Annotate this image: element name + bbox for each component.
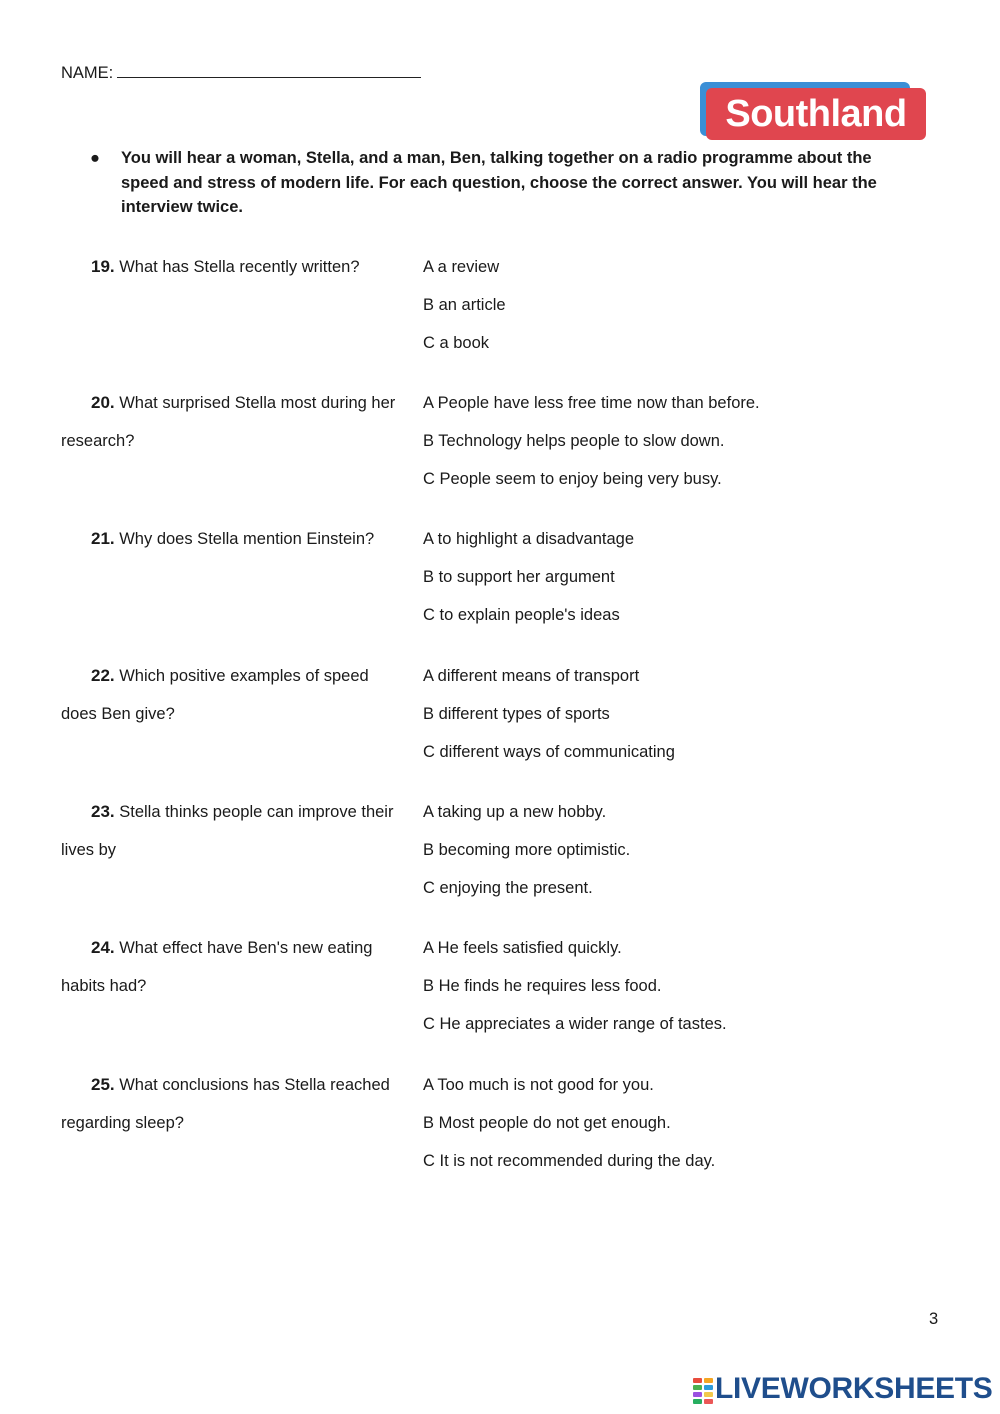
- options-list: [423, 657, 923, 771]
- option-b[interactable]: B different types of sports: [423, 705, 610, 723]
- question-text: [61, 520, 396, 558]
- question-number: 20.: [91, 393, 115, 412]
- liveworksheets-logo: [693, 1373, 993, 1407]
- question-text: [61, 248, 396, 286]
- southland-logo: [700, 82, 934, 148]
- options-list: [423, 520, 923, 634]
- question-prompt: What effect have Ben's new eating habits had?: [61, 939, 373, 995]
- question-prompt: What conclusions has Stella reached regarding sleep?: [61, 1076, 390, 1132]
- question-text: [61, 793, 396, 869]
- question-prompt: What has Stella recently written?: [119, 258, 360, 276]
- option-c[interactable]: C It is not recommended during the day.: [423, 1152, 716, 1170]
- question-prompt: Why does Stella mention Einstein?: [119, 530, 375, 548]
- question-prompt: Stella thinks people can improve their lives by: [61, 803, 394, 859]
- brand-block: [704, 1378, 713, 1383]
- option-b[interactable]: B an article: [423, 296, 506, 314]
- option-a[interactable]: A a review: [423, 258, 500, 276]
- option-c[interactable]: C a book: [423, 334, 490, 352]
- question-prompt: What surprised Stella most during her research?: [61, 394, 396, 450]
- brand-block: [693, 1385, 702, 1390]
- logo-text: Southland: [706, 88, 926, 140]
- option-c[interactable]: C People seem to enjoy being very busy.: [423, 470, 722, 488]
- question-text: [61, 1066, 396, 1142]
- option-c[interactable]: C enjoying the present.: [423, 879, 593, 897]
- option-b[interactable]: B becoming more optimistic.: [423, 841, 631, 859]
- question-number: 21.: [91, 529, 115, 548]
- question-number: 19.: [91, 257, 115, 276]
- liveworksheets-blocks-icon: [693, 1378, 713, 1400]
- question-text: [61, 929, 396, 1005]
- brand-block: [693, 1378, 702, 1383]
- brand-block: [704, 1399, 713, 1404]
- name-label: NAME:: [61, 64, 114, 82]
- question-number: 24.: [91, 938, 115, 957]
- liveworksheets-text: LIVEWORKSHEETS: [715, 1372, 993, 1405]
- question-prompt: Which positive examples of speed does Ben give?: [61, 667, 369, 723]
- bullet-icon: ●: [90, 149, 100, 167]
- question-text: [61, 384, 396, 460]
- page-number: 3: [929, 1310, 939, 1328]
- question-number: 25.: [91, 1075, 115, 1094]
- question-number: 22.: [91, 666, 115, 685]
- option-b[interactable]: B Technology helps people to slow down.: [423, 432, 725, 450]
- options-list: [423, 1066, 923, 1180]
- options-list: [423, 384, 923, 498]
- instructions-text: You will hear a woman, Stella, and a man, Ben, talking together on a radio programme about the speed and stress of modern life. For each question, choose the correct answer. You will hear the interview twice.: [121, 149, 877, 216]
- brand-block: [693, 1399, 702, 1404]
- option-b[interactable]: B Most people do not get enough.: [423, 1114, 671, 1132]
- option-a[interactable]: A People have less free time now than before.: [423, 394, 760, 412]
- name-blank-line[interactable]: [117, 60, 421, 78]
- name-field-row: [61, 60, 421, 83]
- option-a[interactable]: A taking up a new hobby.: [423, 803, 607, 821]
- brand-block: [704, 1385, 713, 1390]
- option-c[interactable]: C different ways of communicating: [423, 743, 675, 761]
- options-list: [423, 793, 923, 907]
- option-c[interactable]: C He appreciates a wider range of tastes.: [423, 1015, 727, 1033]
- options-list: [423, 929, 923, 1043]
- question-text: [61, 657, 396, 733]
- option-a[interactable]: A He feels satisfied quickly.: [423, 939, 622, 957]
- option-b[interactable]: B to support her argument: [423, 568, 615, 586]
- option-a[interactable]: A Too much is not good for you.: [423, 1076, 654, 1094]
- brand-block: [693, 1392, 702, 1397]
- option-b[interactable]: B He finds he requires less food.: [423, 977, 662, 995]
- question-number: 23.: [91, 802, 115, 821]
- option-c[interactable]: C to explain people's ideas: [423, 606, 620, 624]
- instructions: [90, 146, 920, 220]
- option-a[interactable]: A different means of transport: [423, 667, 640, 685]
- brand-block: [704, 1392, 713, 1397]
- option-a[interactable]: A to highlight a disadvantage: [423, 530, 634, 548]
- options-list: [423, 248, 923, 362]
